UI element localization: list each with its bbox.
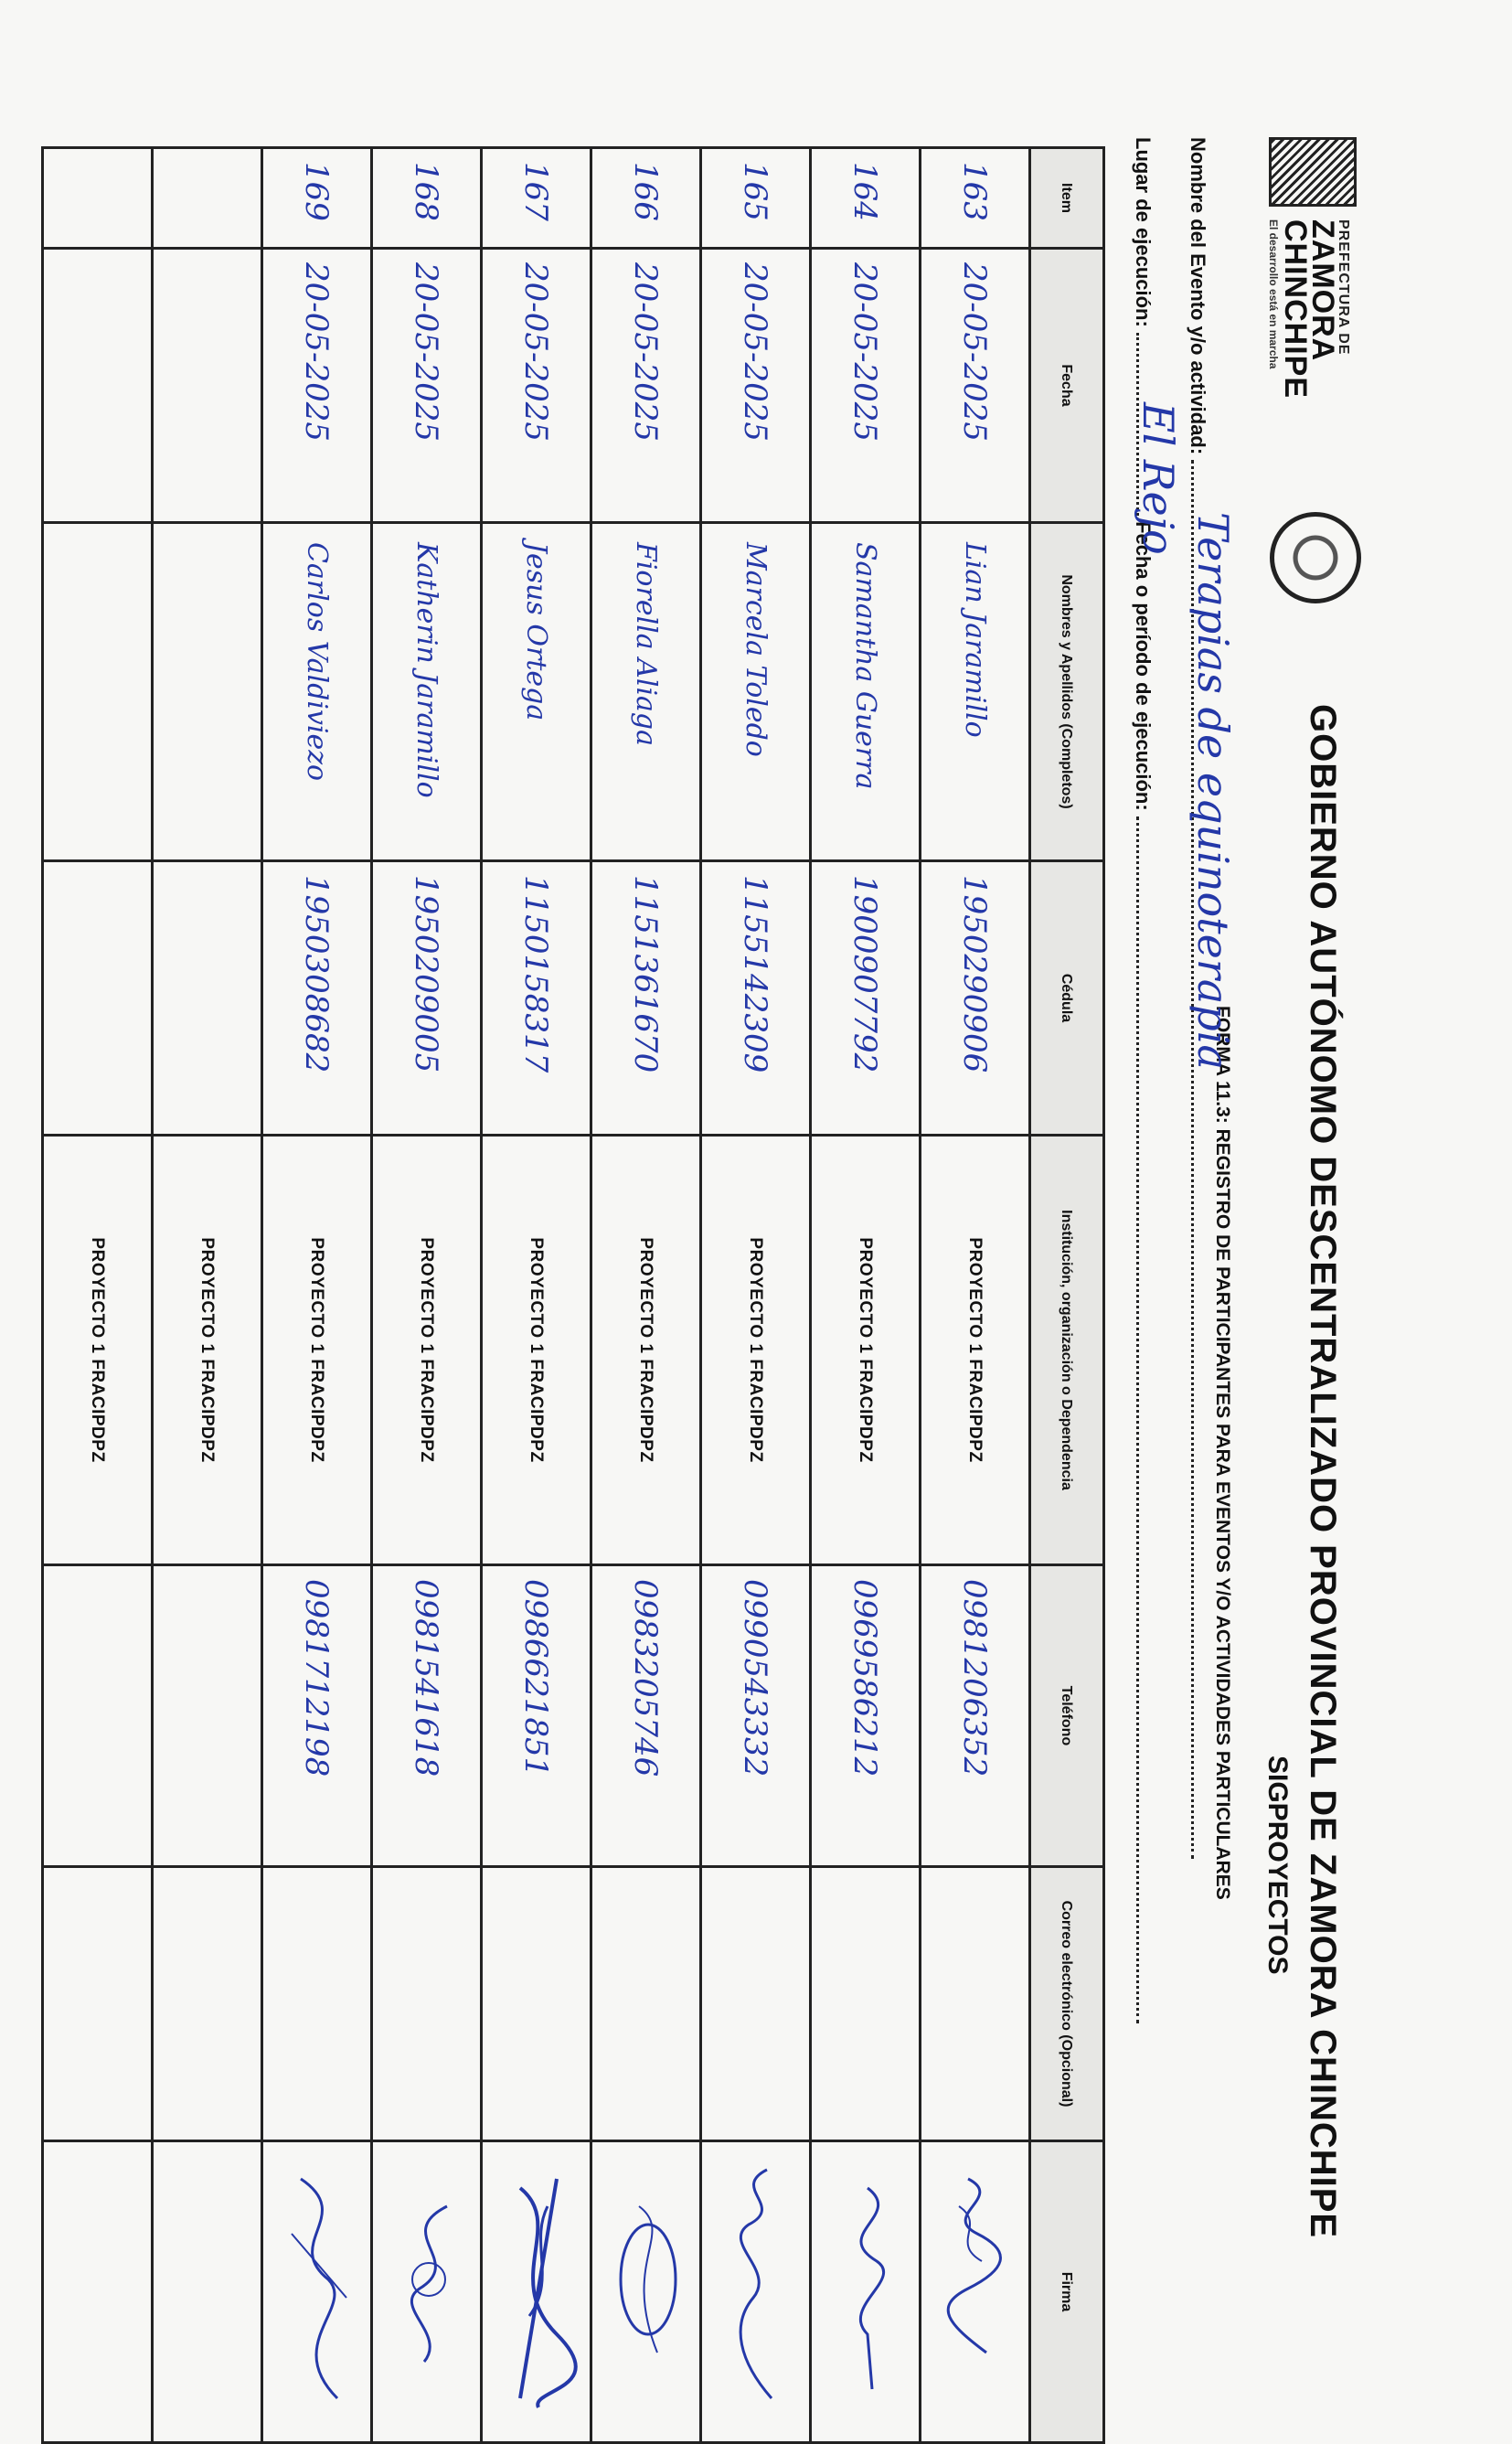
- cell-telefono: [153, 1565, 262, 1867]
- cell-item: 165: [701, 148, 811, 249]
- government-seal-icon: [1270, 512, 1361, 603]
- logo-org-name-line1: ZAMORA: [1305, 219, 1340, 362]
- logo-org-top: PREFECTURA DE: [1336, 219, 1351, 356]
- cell-nombre: Katherin Jaramillo: [372, 523, 482, 861]
- cell-institucion: PROYECTO 1 FRACIPDPZ: [482, 1136, 591, 1565]
- cell-firma: [482, 2141, 591, 2443]
- cell-nombre: [43, 523, 153, 861]
- cell-cedula: 1950290906: [921, 861, 1030, 1136]
- table-row: [262, 148, 372, 2443]
- table-row: [43, 148, 153, 2443]
- signature-icon: [822, 2151, 913, 2426]
- cell-firma: [372, 2141, 482, 2443]
- cell-institucion: PROYECTO 1 FRACIPDPZ: [921, 1136, 1030, 1565]
- prefectura-crest-icon: [1269, 137, 1357, 207]
- cell-correo: [811, 1867, 921, 2141]
- table-row: [372, 148, 482, 2443]
- cell-nombre: Fiorella Aliaga: [591, 523, 701, 861]
- cell-institucion: PROYECTO 1 FRACIPDPZ: [153, 1136, 262, 1565]
- cell-telefono: 0986621851: [482, 1565, 591, 1867]
- cell-correo: [153, 1867, 262, 2141]
- cell-institucion: PROYECTO 1 FRACIPDPZ: [811, 1136, 921, 1565]
- table-row: [591, 148, 701, 2443]
- col-header-nombres: Nombres y Apellidos (Completos): [1030, 523, 1104, 861]
- col-header-correo: Correo electrónico (Opcional): [1030, 1867, 1104, 2141]
- table-row: [811, 148, 921, 2443]
- cell-institucion: PROYECTO 1 FRACIPDPZ: [262, 1136, 372, 1565]
- col-header-telefono: Teléfono: [1030, 1565, 1104, 1867]
- cell-fecha: [153, 249, 262, 523]
- cell-item: [43, 148, 153, 249]
- cell-correo: [262, 1867, 372, 2141]
- cell-firma: [262, 2141, 372, 2443]
- signature-icon: [602, 2151, 694, 2426]
- date-period-label: Fecha o período de ejecución:: [1132, 521, 1155, 811]
- cell-fecha: 20-05-2025: [372, 249, 482, 523]
- participants-table: [41, 146, 1105, 2444]
- cell-correo: [482, 1867, 591, 2141]
- date-period-line: [1136, 816, 1155, 2023]
- cell-cedula: 1151361670: [591, 861, 701, 1136]
- cell-firma: [591, 2141, 701, 2443]
- table-header-row: [1030, 148, 1104, 2443]
- col-header-item: Item: [1030, 148, 1104, 249]
- table-row: [482, 148, 591, 2443]
- signature-icon: [273, 2151, 365, 2426]
- cell-item: 163: [921, 148, 1030, 249]
- cell-cedula: 1155142309: [701, 861, 811, 1136]
- location-label: Lugar de ejecución:: [1132, 137, 1155, 327]
- cell-nombre: Jesus Ortega: [482, 523, 591, 861]
- col-header-firma: Firma: [1030, 2141, 1104, 2443]
- logo-slogan: El desarrollo está en marcha: [1267, 219, 1280, 369]
- cell-nombre: [153, 523, 262, 861]
- cell-cedula: 1950308682: [262, 861, 372, 1136]
- cell-fecha: [43, 249, 153, 523]
- system-title: SIGPROYECTOS: [1262, 1756, 1293, 1975]
- table-row: [701, 148, 811, 2443]
- cell-firma: [921, 2141, 1030, 2443]
- cell-item: 168: [372, 148, 482, 249]
- cell-institucion: PROYECTO 1 FRACIPDPZ: [701, 1136, 811, 1565]
- col-header-fecha: Fecha: [1030, 249, 1104, 523]
- cell-nombre: Samantha Guerra: [811, 523, 921, 861]
- cell-institucion: PROYECTO 1 FRACIPDPZ: [43, 1136, 153, 1565]
- cell-nombre: Marcela Toledo: [701, 523, 811, 861]
- location-value: El Rejo: [1134, 402, 1183, 555]
- cell-firma: [43, 2141, 153, 2443]
- cell-item: 169: [262, 148, 372, 249]
- cell-firma: [811, 2141, 921, 2443]
- cell-fecha: 20-05-2025: [482, 249, 591, 523]
- cell-telefono: 0983205746: [591, 1565, 701, 1867]
- cell-telefono: [43, 1565, 153, 1867]
- cell-nombre: Lian Jaramillo: [921, 523, 1030, 861]
- cell-correo: [591, 1867, 701, 2141]
- cell-telefono: 0969586212: [811, 1565, 921, 1867]
- cell-fecha: 20-05-2025: [701, 249, 811, 523]
- cell-fecha: 20-05-2025: [811, 249, 921, 523]
- cell-nombre: Carlos Valdiviezo: [262, 523, 372, 861]
- cell-telefono: 0981541618: [372, 1565, 482, 1867]
- signature-icon: [712, 2151, 804, 2426]
- cell-firma: [153, 2141, 262, 2443]
- table-row: [153, 148, 262, 2443]
- col-header-institucion: Institución, organización o Dependencia: [1030, 1136, 1104, 1565]
- cell-cedula: 1150158317: [482, 861, 591, 1136]
- cell-cedula: 1900907792: [811, 861, 921, 1136]
- col-header-cedula: Cédula: [1030, 861, 1104, 1136]
- cell-fecha: 20-05-2025: [262, 249, 372, 523]
- cell-fecha: 20-05-2025: [591, 249, 701, 523]
- cell-firma: [701, 2141, 811, 2443]
- event-name-value: Terapias de equinoterapia: [1188, 512, 1238, 1070]
- event-name-label: Nombre del Evento y/o actividad:: [1187, 137, 1209, 455]
- table-row: [921, 148, 1030, 2443]
- cell-cedula: [43, 861, 153, 1136]
- cell-cedula: 1950209005: [372, 861, 482, 1136]
- cell-institucion: PROYECTO 1 FRACIPDPZ: [372, 1136, 482, 1565]
- cell-item: 164: [811, 148, 921, 249]
- signature-icon: [493, 2151, 584, 2426]
- signature-icon: [932, 2151, 1023, 2426]
- cell-correo: [701, 1867, 811, 2141]
- government-title: GOBIERNO AUTÓNOMO DESCENTRALIZADO PROVINCIAL DE ZAMORA CHINCHIPE: [1303, 704, 1343, 2239]
- cell-telefono: 0981206352: [921, 1565, 1030, 1867]
- cell-correo: [43, 1867, 153, 2141]
- logo-org-name-line2: CHINCHIPE: [1278, 219, 1313, 400]
- cell-fecha: 20-05-2025: [921, 249, 1030, 523]
- cell-cedula: [153, 861, 262, 1136]
- cell-telefono: 0990543332: [701, 1565, 811, 1867]
- cell-item: 166: [591, 148, 701, 249]
- cell-item: 167: [482, 148, 591, 249]
- cell-correo: [921, 1867, 1030, 2141]
- cell-correo: [372, 1867, 482, 2141]
- cell-telefono: 0981712198: [262, 1565, 372, 1867]
- form-title: FORMA 11.3: REGISTRO DE PARTICIPANTES PARA EVENTOS Y/O ACTIVIDADES PARTICULARES: [1212, 1006, 1233, 1900]
- cell-item: [153, 148, 262, 249]
- signature-icon: [383, 2151, 474, 2426]
- logo-org-name: [1278, 219, 1340, 400]
- cell-institucion: PROYECTO 1 FRACIPDPZ: [591, 1136, 701, 1565]
